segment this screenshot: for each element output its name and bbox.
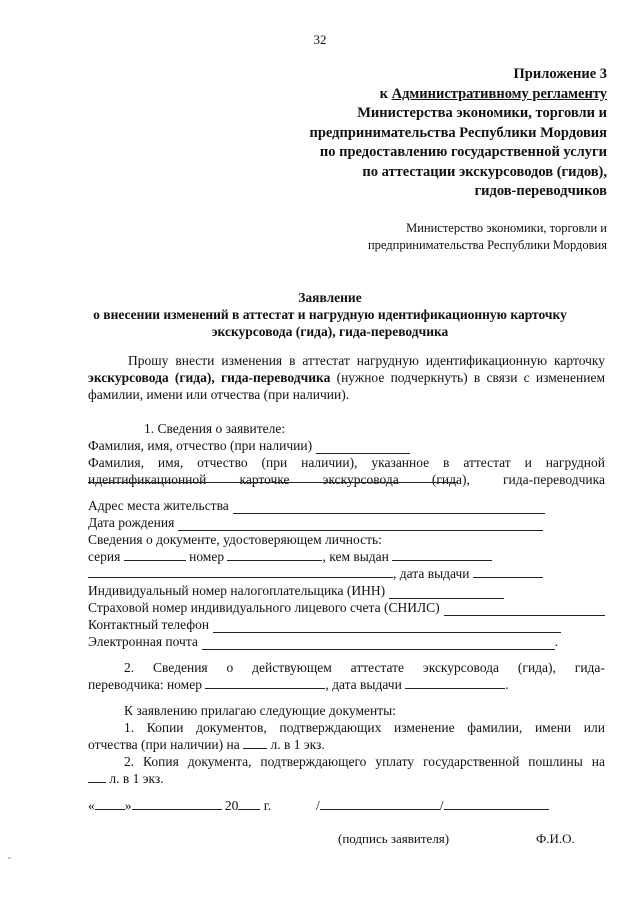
fio-card-line1: Фамилия, имя, отчество (при наличии), указанное в аттестат и нагрудной [88, 455, 605, 470]
month-field[interactable] [132, 797, 222, 810]
birth-date-field[interactable] [178, 518, 543, 531]
phone-row: Контактный телефон [88, 616, 561, 633]
signature-field[interactable] [320, 797, 440, 810]
issued-by-field-cont[interactable] [88, 565, 393, 578]
document-title: Заявление о внесении изменений в аттестат и нагрудную идентификационную карточку экскурсовода (гида), гида-переводчика [93, 290, 567, 339]
attachment-1-line2: отчества (при наличии) на л. в 1 экз. [88, 737, 325, 752]
number-field[interactable] [227, 548, 322, 561]
snils-field[interactable] [444, 603, 605, 616]
addressee: Министерство экономики, торговли и предпринимательства Республики Мордовия [367, 221, 607, 252]
address-field[interactable] [233, 501, 545, 514]
fio-row: Фамилия, имя, отчество (при наличии) [88, 437, 410, 454]
attachment-1-line1: 1. Копии документов, подтверждающих изменение фамилии, имени или [124, 720, 605, 735]
signature-row: / / [316, 797, 566, 814]
fio-card-line2: идентификационной карточке экскурсовода (гида), гида-переводчика [88, 472, 605, 487]
page-number: 32 [313, 32, 327, 47]
attachment-1-pages-field[interactable] [243, 736, 267, 749]
fio-field[interactable] [316, 441, 410, 454]
attachment-2-line2: л. в 1 экз. [88, 770, 605, 787]
address-row: Адрес места жительства [88, 497, 545, 514]
issue-date-row: , дата выдачи [88, 565, 605, 582]
day-field[interactable] [95, 797, 125, 810]
year-field[interactable] [238, 797, 260, 810]
certificate-date-field[interactable] [405, 676, 505, 689]
regulation-link[interactable]: Административному регламенту [391, 85, 607, 102]
birth-date-row: Дата рождения [88, 514, 543, 531]
id-doc-heading: Сведения о документе, удостоверяющем личность: [88, 532, 382, 547]
appendix-title: Приложение 3 [513, 66, 607, 82]
id-doc-row: серия номер , кем выдан [88, 548, 605, 565]
section2-line1: 2. Сведения о действующем аттестате экскурсовода (гида), гида- [124, 660, 605, 675]
appendix-header: Приложение 3 к Административному регламенту Министерства экономики, торговли и предпринимательства Республики Мордовия по предоставлению государственной услуги по аттестации экскурсоводов (гидов), гидов-переводчиков [187, 65, 607, 202]
appendix-ref: к Административному регламенту [379, 85, 607, 102]
issue-date-field[interactable] [473, 565, 543, 578]
signature-caption: (подпись заявителя) [338, 831, 450, 846]
section2-line2: переводчика: номер , дата выдачи . [88, 677, 509, 692]
inn-field[interactable] [389, 586, 504, 599]
scan-mark [8, 857, 11, 859]
fio-card-field[interactable] [88, 482, 458, 483]
series-field[interactable] [124, 548, 186, 561]
certificate-number-field[interactable] [205, 676, 325, 689]
attachment-2-pages-field[interactable] [88, 770, 106, 783]
snils-row: Страховой номер индивидуального лицевого счета (СНИЛС) [88, 599, 605, 616]
attachment-2-line1: 2. Копия документа, подтверждающего уплату государственной пошлины на [124, 754, 605, 769]
section1-heading: 1. Сведения о заявителе: [144, 421, 286, 436]
intro-paragraph: Прошу внести изменения в аттестат нагрудную идентификационную карточку экскурсовода (гида), гида-переводчика (нужное подчеркнуть) в связи с изменением фамилии, имени или отчества (при наличии). [88, 353, 605, 402]
phone-field[interactable] [213, 620, 561, 633]
email-row: Электронная почта . [88, 634, 558, 649]
inn-row: Индивидуальный номер налогоплательщика (ИНН) [88, 582, 504, 599]
email-field[interactable] [202, 637, 555, 650]
signature-date-row: « » 20 г. [88, 798, 272, 813]
fio-caption: Ф.И.О. [536, 831, 575, 846]
issued-by-field[interactable] [392, 548, 492, 561]
fio-signature-field[interactable] [444, 797, 549, 810]
attachments-heading: К заявлению прилагаю следующие документы: [124, 703, 396, 718]
